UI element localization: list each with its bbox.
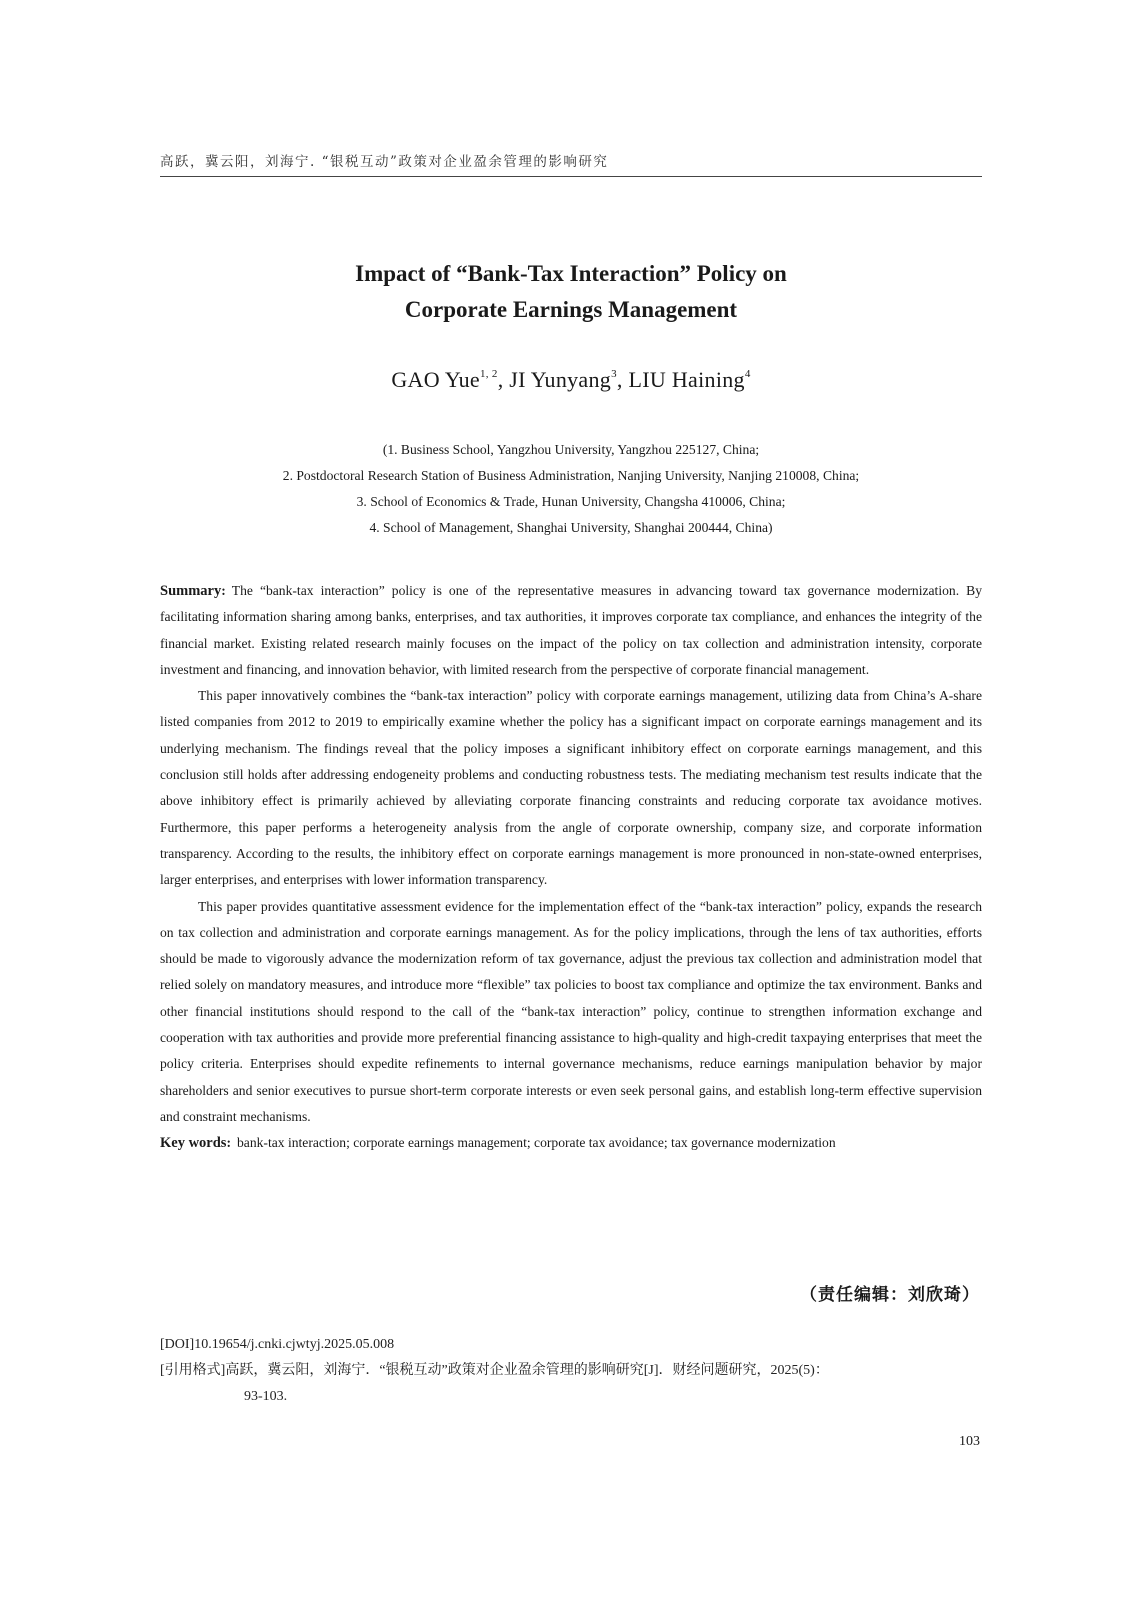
affiliation-item: 2. Postdoctoral Research Station of Business Administration, Nanjing University, Nanjing 210008, China; xyxy=(282,468,860,483)
summary-paragraph: This paper provides quantitative assessment evidence for the implementation effect of the “bank-tax interaction” policy, expands the research on tax collection and administration and corporate earnings management. As for the policy implications, through the lens of tax authorities, efforts should be made to vigorously advance the modernization reform of tax governance, adjust the previous tax collection and administration model that relied solely on mandatory measures, and introduce more “flexible” tax policies to boost tax compliance and optimize the tax environment. Banks and other financial institutions should respond to the call of the “bank-tax interaction” policy, continue to strengthen information exchange and cooperation with tax authorities and provide more preferential financing assistance to high-quality and high-credit taxpaying enterprises that meet the policy criteria. Enterprises should expedite refinements to internal governance mechanisms, reduce earnings manipulation behavior by major shareholders and senior executives to pursue short-term corporate interests or even seek personal gains, and establish long-term effective supervision and constraint mechanisms. xyxy=(160,898,982,1124)
affiliation-item: 3. School of Economics & Trade, Hunan University, Changsha 410006, China; xyxy=(356,494,786,509)
doi: [DOI]10.19654/j.cnki.cjwtyj.2025.05.008 xyxy=(160,1337,395,1352)
running-header xyxy=(160,150,982,177)
title-line-2: Corporate Earnings Management xyxy=(404,297,738,322)
keywords-text: bank-tax interaction; corporate earnings management; corporate tax avoidance; tax governance modernization xyxy=(237,1135,836,1151)
affiliation-item: 4. School of Management, Shanghai University, Shanghai 200444, China) xyxy=(369,520,773,535)
paper-title xyxy=(160,256,982,328)
page-number: 103 xyxy=(959,1434,980,1449)
affiliation-item: (1. Business School, Yangzhou University, Yangzhou 225127, China; xyxy=(382,442,760,457)
author-name: GAO Yue xyxy=(391,367,480,392)
author-separator: , xyxy=(497,367,510,392)
abstract-block xyxy=(160,578,982,1157)
summary-paragraph xyxy=(160,578,982,683)
keywords-label: Key words xyxy=(160,1135,227,1152)
citation-block xyxy=(160,1332,982,1410)
author-name: JI Yunyang xyxy=(509,367,612,392)
affiliation-list xyxy=(160,437,982,541)
title-line-1: Impact of “Bank-Tax Interaction” Policy on xyxy=(355,261,787,286)
author-affiliation-marker: 4 xyxy=(744,368,751,380)
citation-format: [引用格式]高跃，冀云阳，刘海宁．“银税互动”政策对企业盈余管理的影响研究[J]．财经问题研究，2025(5)： xyxy=(160,1363,829,1378)
author-affiliation-marker: 1, 2 xyxy=(479,368,498,380)
running-title: 高跃，冀云阳，刘海宁. “银税互动”政策对企业盈余管理的影响研究 xyxy=(160,154,609,170)
citation-format-pages: 93-103. xyxy=(244,1389,288,1404)
keywords xyxy=(160,1130,982,1156)
author-affiliation-marker: 3 xyxy=(611,368,617,380)
keywords-label-separator: : xyxy=(226,1135,231,1151)
author-separator: , xyxy=(616,367,629,392)
summary-paragraph: This paper innovatively combines the “bank-tax interaction” policy with corporate earnings management, utilizing data from China’s A-share listed companies from 2012 to 2019 to empirically examine whether the policy has a significant impact on corporate earnings management and its underlying mechanism. The findings reveal that the policy imposes a significant inhibitory effect on corporate earnings management, and this conclusion still holds after addressing endogeneity problems and conducting robustness tests. The mediating mechanism test results indicate that the above inhibitory effect is primarily achieved by alleviating corporate financing constraints and reducing corporate tax avoidance motives. Furthermore, this paper performs a heterogeneity analysis from the angle of corporate ownership, company size, and corporate information transparency. According to the results, the inhibitory effect on corporate earnings management is more pronounced in non-state-owned enterprises, larger enterprises, and enterprises with lower information transparency. xyxy=(160,688,982,888)
author-name: LIU Haining xyxy=(628,367,745,392)
summary-label: Summary xyxy=(160,583,222,599)
summary-label-separator: : xyxy=(221,583,226,598)
author-list xyxy=(160,367,982,393)
summary-text: The “bank-tax interaction” policy is one of the representative measures in advancing toward tax governance modernization. By facilitating information sharing among banks, enterprises, and tax authorities, it improves corporate tax compliance, and enhances the integrity of the financial market. Existing related research mainly focuses on the impact of the policy on tax collection and administration intensity, corporate investment and financing, and innovation behavior, with limited research from the perspective of corporate financial management. xyxy=(160,583,982,677)
responsible-editor: （责任编辑：刘欣琦） xyxy=(800,1285,980,1305)
